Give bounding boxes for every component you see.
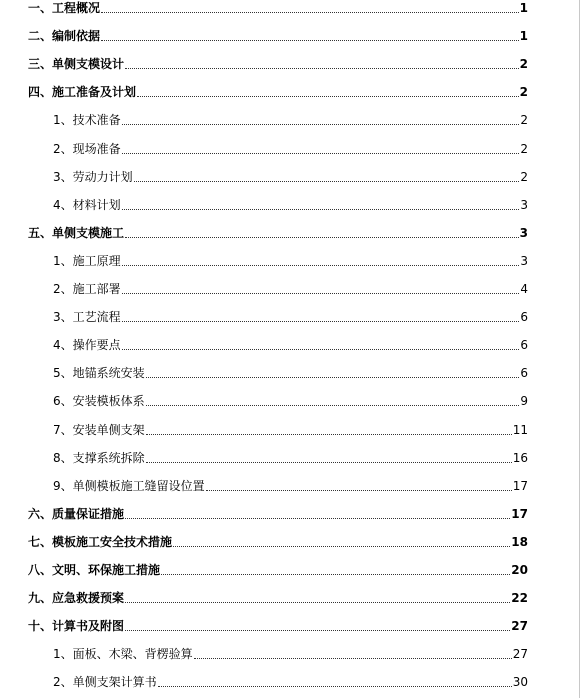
toc-leader-dots [125,602,510,603]
toc-entry-label: 三、单侧支模设计 [28,57,125,72]
toc-entry-label: 八、文明、环保施工措施 [28,563,161,577]
toc-leader-dots [122,209,520,210]
toc-leader-dots [146,462,512,463]
toc-entry-page-number: 22 [511,591,528,606]
toc-entry[interactable] [0,479,580,493]
toc-entry-label: 一、工程概况 [28,1,101,15]
toc-entry-page-number: 20 [511,563,528,577]
toc-entry-page-number: 17 [511,506,528,521]
toc-entry-page-number: 9 [520,394,528,409]
toc-entry-page-number: 2 [520,141,528,156]
toc-leader-dots [158,686,512,687]
toc-entry-label: 1、施工原理 [53,253,121,268]
toc-leader-dots [146,377,520,378]
toc-entry-page-number: 6 [520,366,528,381]
toc-leader-dots [122,349,520,350]
toc-entry-label: 7、安装单侧支架 [53,422,145,437]
toc-entry-page-number: 2 [520,169,528,184]
toc-entry-label: 3、工艺流程 [53,310,121,325]
toc-leader-dots [173,546,510,547]
toc-entry[interactable] [0,366,580,380]
toc-entry-page-number: 6 [520,310,528,325]
toc-leader-dots [101,12,519,13]
toc-leader-dots [122,124,520,125]
toc-entry-label: 8、支撑系统拆除 [53,450,145,465]
toc-leader-dots [206,490,512,491]
toc-entry[interactable] [0,619,580,633]
toc-entry-page-number: 18 [511,534,528,549]
toc-entry[interactable] [0,198,580,212]
toc-entry-page-number: 1 [519,29,528,44]
toc-entry-page-number: 3 [520,253,528,268]
toc-entry[interactable] [0,310,580,324]
toc-entry-label: 5、地锚系统安装 [53,366,145,381]
toc-entry-label: 九、应急救援预案 [28,591,125,606]
toc-leader-dots [125,68,519,69]
toc-entry-page-number: 3 [520,197,528,212]
toc-entry-page-number: 30 [512,675,528,690]
toc-entry[interactable] [0,451,580,465]
toc-leader-dots [101,40,519,41]
toc-entry[interactable] [0,591,580,605]
toc-entry[interactable] [0,675,580,689]
toc-entry-page-number: 2 [519,57,528,72]
toc-entry[interactable] [0,507,580,521]
toc-entry[interactable] [0,142,580,156]
toc-entry-label: 七、模板施工安全技术措施 [28,534,173,549]
toc-entry[interactable] [0,394,580,408]
toc-entry-page-number: 11 [512,422,528,437]
toc-leader-dots [125,630,510,631]
toc-entry-page-number: 6 [520,338,528,353]
toc-entry[interactable] [0,29,580,43]
toc-leader-dots [122,153,520,154]
toc-entry-label: 六、质量保证措施 [28,506,125,521]
toc-leader-dots [146,434,512,435]
toc-entry-label: 二、编制依据 [28,29,101,44]
toc-entry[interactable] [0,113,580,127]
toc-entry-page-number: 17 [512,478,528,493]
toc-leader-dots [122,321,520,322]
toc-entry[interactable] [0,282,580,296]
toc-entry-label: 四、施工准备及计划 [28,85,137,100]
toc-entry[interactable] [0,85,580,99]
toc-entry-page-number: 16 [512,450,528,465]
toc-leader-dots [161,574,510,575]
toc-entry-label: 1、面板、木梁、背楞验算 [53,647,193,662]
toc-entry-page-number: 4 [520,282,528,296]
toc-entry[interactable] [0,563,580,577]
toc-entry-label: 3、劳动力计划 [53,169,133,184]
toc-entry-label: 2、施工部署 [53,282,121,296]
toc-entry[interactable] [0,535,580,549]
toc-entry-page-number: 3 [519,225,528,240]
toc-entry-label: 2、单侧支架计算书 [53,675,157,690]
toc-entry[interactable] [0,170,580,184]
toc-leader-dots [125,237,519,238]
toc-entry-page-number: 1 [519,1,528,15]
toc-entry-label: 十、计算书及附图 [28,619,125,634]
toc-leader-dots [146,405,520,406]
toc-leader-dots [194,658,512,659]
toc-entry-label: 1、技术准备 [53,113,121,128]
toc-entry[interactable] [0,647,580,661]
toc-leader-dots [137,96,519,97]
toc-entry[interactable] [0,423,580,437]
toc-entry-label: 2、现场准备 [53,141,121,156]
toc-entry-label: 9、单侧模板施工缝留设位置 [53,478,205,493]
toc-entry-page-number: 2 [519,85,528,100]
toc-entry-page-number: 27 [511,619,528,634]
toc-leader-dots [122,265,520,266]
toc-entry-page-number: 27 [512,647,528,662]
toc-entry[interactable] [0,338,580,352]
toc-entry[interactable] [0,1,580,15]
toc-entry-label: 4、材料计划 [53,197,121,212]
toc-entry-page-number: 2 [520,113,528,128]
toc-leader-dots [125,518,510,519]
toc-leader-dots [134,181,520,182]
toc-entry[interactable] [0,254,580,268]
toc-entry[interactable] [0,57,580,71]
toc-entry-label: 6、安装模板体系 [53,394,145,409]
toc-entry[interactable] [0,226,580,240]
toc-entry-label: 4、操作要点 [53,338,121,353]
toc-entry-label: 五、单侧支模施工 [28,225,125,240]
toc-leader-dots [122,293,520,294]
